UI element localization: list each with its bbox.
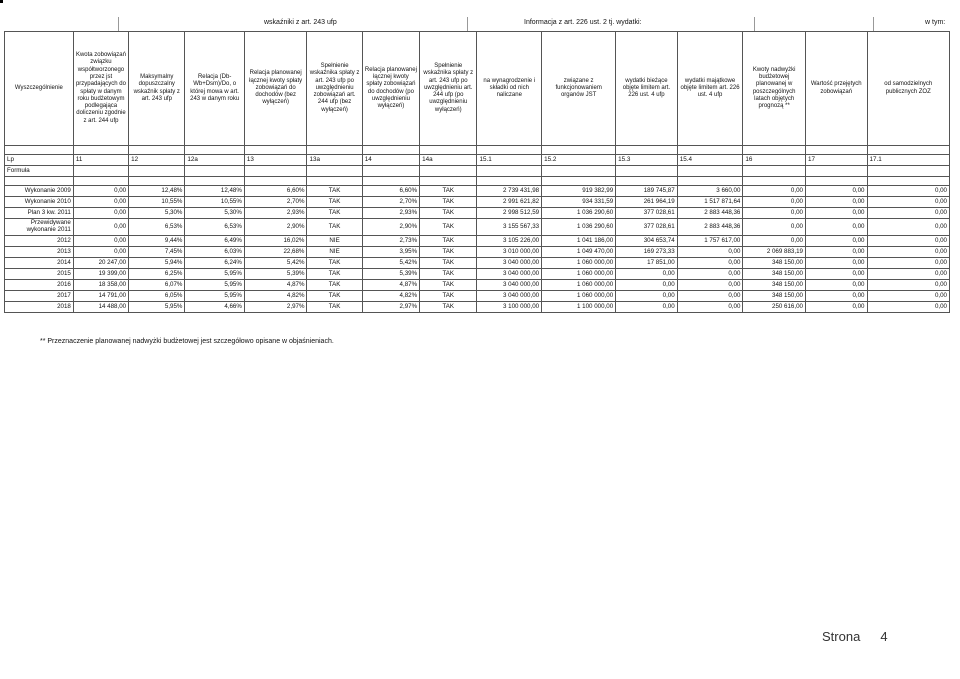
header-cell: Kwota zobowiązań związku współtworzonego przez jst przypadających do spłaty w danym roku budżetowym podlegająca doliczeniu zgodnie z art. 244 ufp [73, 32, 128, 146]
table-cell: 2,90% [362, 219, 419, 236]
table-cell: 0,00 [677, 247, 743, 258]
table-cell: 1 049 470,00 [542, 247, 616, 258]
table-cell: 4,82% [244, 291, 307, 302]
table-cell: 0,00 [805, 197, 867, 208]
table-cell: 6,60% [362, 186, 419, 197]
table-cell: 0,00 [616, 269, 678, 280]
table-cell: TAK [307, 219, 362, 236]
row-label: 2012 [5, 236, 74, 247]
table-cell: 3 040 000,00 [477, 258, 542, 269]
table-cell: 14 488,00 [73, 302, 128, 313]
table-cell: 0,00 [867, 302, 950, 313]
table-cell: 0,00 [867, 208, 950, 219]
table-cell: 3 010 000,00 [477, 247, 542, 258]
table-cell: 0,00 [743, 208, 806, 219]
table-cell: 2,73% [362, 236, 419, 247]
table-cell: 0,00 [677, 302, 743, 313]
table-cell: 5,30% [185, 208, 244, 219]
column-number: 16 [743, 155, 806, 166]
column-number: 14a [420, 155, 477, 166]
table-cell: TAK [307, 258, 362, 269]
column-number-row [5, 155, 950, 166]
table-cell: TAK [420, 197, 477, 208]
table-cell: 3 105 226,00 [477, 236, 542, 247]
table-cell: 3 155 567,33 [477, 219, 542, 236]
table-cell: 3 040 000,00 [477, 280, 542, 291]
table-cell: 6,24% [185, 258, 244, 269]
column-number: 13a [307, 155, 362, 166]
page-label: Strona [822, 629, 861, 644]
table-cell: TAK [307, 302, 362, 313]
table-cell: 16,02% [244, 236, 307, 247]
table-cell: 5,42% [244, 258, 307, 269]
page-footer [822, 629, 908, 644]
table-cell: 9,44% [129, 236, 185, 247]
table-cell: 7,45% [129, 247, 185, 258]
table-cell: 0,00 [73, 219, 128, 236]
table-cell: NIE [307, 247, 362, 258]
table-cell: 1 757 617,00 [677, 236, 743, 247]
table-cell: 2,97% [244, 302, 307, 313]
table-cell: 0,00 [805, 280, 867, 291]
table-cell: 348 150,00 [743, 280, 806, 291]
table-cell: 0,00 [805, 208, 867, 219]
table-cell: 0,00 [867, 247, 950, 258]
table-cell: 2,70% [362, 197, 419, 208]
divider [118, 17, 119, 31]
table-cell: 0,00 [867, 280, 950, 291]
table-row [5, 302, 950, 313]
table-cell: 348 150,00 [743, 291, 806, 302]
spacer-row [5, 146, 950, 155]
table-cell: 0,00 [616, 302, 678, 313]
table-cell: 0,00 [867, 197, 950, 208]
table-cell: 5,95% [185, 269, 244, 280]
table-cell: 169 273,33 [616, 247, 678, 258]
table-cell: 0,00 [867, 236, 950, 247]
table-cell: 0,00 [867, 258, 950, 269]
divider [873, 17, 874, 31]
table-row [5, 236, 950, 247]
table-cell: 0,00 [867, 186, 950, 197]
table-cell: 5,42% [362, 258, 419, 269]
header-cell: Relacja planowanej łącznej kwoty spłaty zobowiązań do dochodów (po uwzględnieniu wyłączeń) [362, 32, 419, 146]
table-cell: 19 399,00 [73, 269, 128, 280]
table-row [5, 280, 950, 291]
row-label: Plan 3 kw. 2011 [5, 208, 74, 219]
header-cell: wydatki bieżące objęte limitem art. 226 ust. 4 ufp [616, 32, 678, 146]
table-cell: TAK [420, 186, 477, 197]
column-number: 11 [73, 155, 128, 166]
table-cell: 348 150,00 [743, 269, 806, 280]
table-cell: 377 028,61 [616, 208, 678, 219]
table-cell: 6,25% [129, 269, 185, 280]
table-cell: 3 100 000,00 [477, 302, 542, 313]
table-cell: 12,48% [129, 186, 185, 197]
table-cell: 0,00 [73, 208, 128, 219]
row-label: 2013 [5, 247, 74, 258]
column-number: 15.4 [677, 155, 743, 166]
row-label: 2015 [5, 269, 74, 280]
group-header-w-tym: w tym: [925, 19, 946, 26]
group-header-informacja: Informacja z art. 226 ust. 2 tj. wydatki: [524, 19, 642, 26]
table-cell: TAK [307, 186, 362, 197]
header-cell: na wynagrodzenie i składki od nich naliczane [477, 32, 542, 146]
table-cell: 3 040 000,00 [477, 269, 542, 280]
table-cell: 250 616,00 [743, 302, 806, 313]
column-number: 17 [805, 155, 867, 166]
header-cell: Maksymalny dopuszczalny wskaźnik spłaty z art. 243 ufp [129, 32, 185, 146]
table-cell: 2 991 621,82 [477, 197, 542, 208]
table-cell: 5,94% [129, 258, 185, 269]
table-cell: 5,95% [129, 302, 185, 313]
table-cell: 189 745,87 [616, 186, 678, 197]
table-cell: TAK [420, 247, 477, 258]
table-cell: TAK [420, 208, 477, 219]
group-header-wskazniki: wskaźniki z art. 243 ufp [264, 19, 337, 26]
table-cell: 0,00 [805, 186, 867, 197]
table-cell: 2,90% [244, 219, 307, 236]
table-cell: 2,97% [362, 302, 419, 313]
table-cell: 2,70% [244, 197, 307, 208]
table-cell: 348 150,00 [743, 258, 806, 269]
formula-label: Formuła [5, 166, 74, 177]
table-cell: TAK [307, 208, 362, 219]
footnote: ** Przeznaczenie planowanej nadwyżki budżetowej jest szczegółowo opisane w objaśnieniach. [40, 338, 334, 345]
column-number: 12 [129, 155, 185, 166]
row-label: Przewidywane wykonanie 2011 [5, 219, 74, 236]
spacer-row [5, 177, 950, 186]
table-cell: 1 060 000,00 [542, 291, 616, 302]
table-cell: 0,00 [73, 247, 128, 258]
table-cell: 304 653,74 [616, 236, 678, 247]
table-cell: 0,00 [867, 219, 950, 236]
table-cell: 6,49% [185, 236, 244, 247]
header-cell: Wartość przejętych zobowiązań [805, 32, 867, 146]
table-cell: TAK [420, 280, 477, 291]
table-cell: 10,55% [129, 197, 185, 208]
table-cell: 5,30% [129, 208, 185, 219]
table-cell: 0,00 [805, 269, 867, 280]
table-cell: 0,00 [743, 236, 806, 247]
table-cell: 1 060 000,00 [542, 269, 616, 280]
table-cell: 1 036 290,60 [542, 219, 616, 236]
table-cell: 22,68% [244, 247, 307, 258]
table-cell: 18 358,00 [73, 280, 128, 291]
column-number: 17.1 [867, 155, 950, 166]
table-cell: 377 028,61 [616, 219, 678, 236]
table-cell: TAK [307, 280, 362, 291]
table-cell: 3,95% [362, 247, 419, 258]
row-label: 2014 [5, 258, 74, 269]
table-cell: TAK [420, 236, 477, 247]
divider [754, 17, 755, 31]
table-cell: 1 060 000,00 [542, 258, 616, 269]
formula-row [5, 166, 950, 177]
page-number: 4 [880, 629, 888, 644]
table-cell: 10,55% [185, 197, 244, 208]
table-cell: 0,00 [677, 280, 743, 291]
row-label: Wykonanie 2010 [5, 197, 74, 208]
table-cell: TAK [420, 219, 477, 236]
table-cell: 0,00 [805, 302, 867, 313]
table-row [5, 208, 950, 219]
table-cell: TAK [307, 291, 362, 302]
table-cell: 1 100 000,00 [542, 302, 616, 313]
table-cell: 0,00 [616, 280, 678, 291]
table-cell: 0,00 [805, 291, 867, 302]
table-cell: 1 036 290,60 [542, 208, 616, 219]
header-cell: Spełnienie wskaźnika spłaty z art. 243 ufp po uwzględnieniu art. 244 ufp (po uwzględnieniu wyłączeń) [420, 32, 477, 146]
table-row [5, 247, 950, 258]
table-row [5, 219, 950, 236]
table-cell: 2 883 448,36 [677, 219, 743, 236]
table-cell: 4,87% [244, 280, 307, 291]
wpf-table [4, 31, 950, 313]
table-row [5, 291, 950, 302]
row-label: Wykonanie 2009 [5, 186, 74, 197]
table-cell: 0,00 [805, 258, 867, 269]
table-cell: 6,53% [129, 219, 185, 236]
table-cell: 2 883 448,36 [677, 208, 743, 219]
row-label: 2018 [5, 302, 74, 313]
header-cell: Spełnienie wskaźnika spłaty z art. 243 ufp po uwzględnieniu zobowiązań art. 244 ufp (bez wyłączeń) [307, 32, 362, 146]
table-cell: 17 851,00 [616, 258, 678, 269]
table-cell: 0,00 [867, 291, 950, 302]
table-cell: 0,00 [616, 291, 678, 302]
column-number: Lp [5, 155, 74, 166]
table-cell: 5,39% [362, 269, 419, 280]
table-cell: TAK [420, 291, 477, 302]
table-cell: 0,00 [805, 236, 867, 247]
table-cell: 0,00 [743, 197, 806, 208]
table-cell: 4,66% [185, 302, 244, 313]
column-number: 14 [362, 155, 419, 166]
table-cell: 919 382,99 [542, 186, 616, 197]
table-cell: 6,60% [244, 186, 307, 197]
header-cell: wydatki majątkowe objęte limitem art. 226 ust. 4 ufp [677, 32, 743, 146]
table-cell: 3 660,00 [677, 186, 743, 197]
table-cell: 0,00 [867, 269, 950, 280]
table-row [5, 197, 950, 208]
row-label: 2016 [5, 280, 74, 291]
row-label: 2017 [5, 291, 74, 302]
table-cell: 0,00 [73, 186, 128, 197]
header-cell: Relacja planowanej łącznej kwoty spłaty zobowiązań do dochodów (bez wyłączeń) [244, 32, 307, 146]
table-cell: 0,00 [805, 219, 867, 236]
table-cell: 0,00 [677, 291, 743, 302]
table-cell: TAK [420, 258, 477, 269]
table-cell: 1 041 186,00 [542, 236, 616, 247]
column-number: 15.3 [616, 155, 678, 166]
header-cell: od samodzielnych publicznych ZOZ [867, 32, 950, 146]
table-cell: 934 331,59 [542, 197, 616, 208]
table-cell: 0,00 [73, 236, 128, 247]
column-number: 15.2 [542, 155, 616, 166]
table-cell: 12,48% [185, 186, 244, 197]
table-cell: 261 964,19 [616, 197, 678, 208]
header-cell: Relacja (Db-Wb+Dsm)/Do, o której mowa w art. 243 w danym roku [185, 32, 244, 146]
header-cell: Wyszczególnienie [5, 32, 74, 146]
table-cell: TAK [420, 269, 477, 280]
table-row [5, 269, 950, 280]
table-cell: TAK [307, 269, 362, 280]
table-cell: 0,00 [743, 186, 806, 197]
header-row [5, 32, 950, 146]
corner-mark [0, 0, 3, 3]
column-group-headers [4, 17, 950, 31]
table-cell: TAK [420, 302, 477, 313]
table-cell: 6,07% [129, 280, 185, 291]
table-row [5, 186, 950, 197]
table-cell: 5,39% [244, 269, 307, 280]
table-cell: 2,93% [362, 208, 419, 219]
table-cell: 4,87% [362, 280, 419, 291]
table-cell: TAK [307, 197, 362, 208]
table-cell: 6,05% [129, 291, 185, 302]
table-cell: NIE [307, 236, 362, 247]
data-rows [5, 186, 950, 313]
table-cell: 20 247,00 [73, 258, 128, 269]
table-cell: 1 060 000,00 [542, 280, 616, 291]
table-cell: 3 040 000,00 [477, 291, 542, 302]
table-cell: 5,95% [185, 291, 244, 302]
table-cell: 0,00 [743, 219, 806, 236]
table-cell: 2 739 431,98 [477, 186, 542, 197]
column-number: 12a [185, 155, 244, 166]
table-cell: 0,00 [677, 258, 743, 269]
table-row [5, 258, 950, 269]
table-cell: 2 069 883,19 [743, 247, 806, 258]
table-cell: 5,95% [185, 280, 244, 291]
column-number: 15.1 [477, 155, 542, 166]
table-cell: 2 998 512,59 [477, 208, 542, 219]
table-cell: 0,00 [677, 269, 743, 280]
table-cell: 0,00 [805, 247, 867, 258]
table-cell: 14 791,00 [73, 291, 128, 302]
table-cell: 4,82% [362, 291, 419, 302]
table-cell: 6,03% [185, 247, 244, 258]
table-cell: 1 517 871,64 [677, 197, 743, 208]
header-cell: związane z funkcjonowaniem organów JST [542, 32, 616, 146]
column-number: 13 [244, 155, 307, 166]
divider [467, 17, 468, 31]
header-cell: Kwoty nadwyżki budżetowej planowanej w poszczególnych latach objętych prognozą ** [743, 32, 806, 146]
table-cell: 0,00 [73, 197, 128, 208]
table-cell: 6,53% [185, 219, 244, 236]
table-cell: 2,93% [244, 208, 307, 219]
